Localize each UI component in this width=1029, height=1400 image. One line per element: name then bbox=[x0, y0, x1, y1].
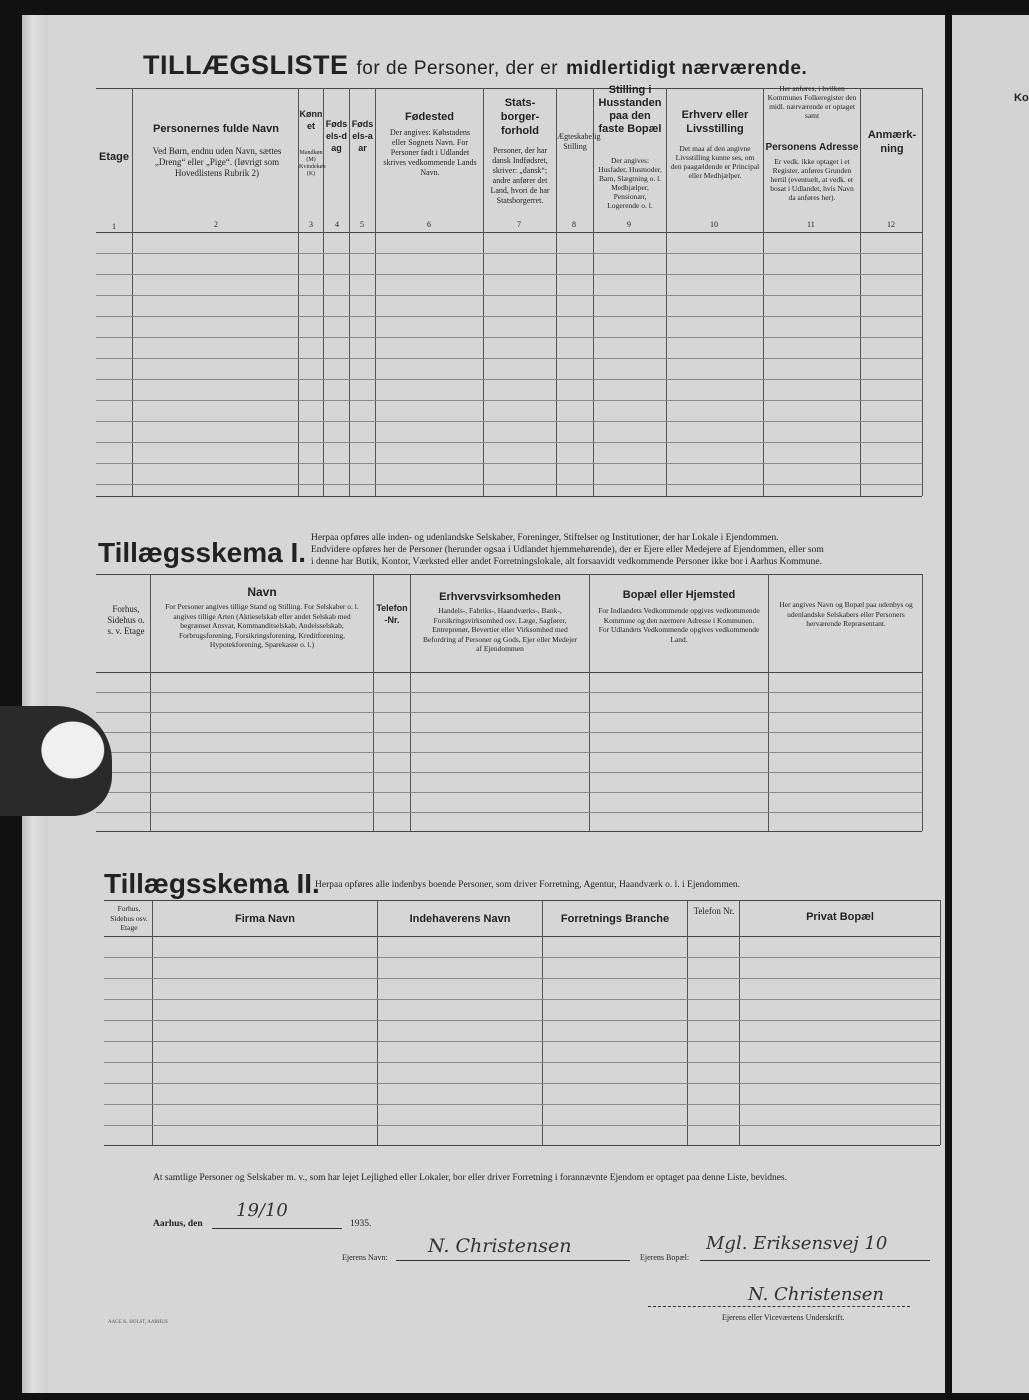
skema2-col-branche: Forretnings Branche bbox=[560, 913, 670, 925]
col-divider bbox=[593, 88, 594, 496]
ruled-row-line bbox=[96, 379, 922, 380]
ruled-row-line bbox=[96, 692, 922, 693]
col-erhverv-title: Erhverv eller Livsstilling bbox=[681, 109, 749, 135]
col-navn-title: Personernes fulde Navn bbox=[153, 123, 279, 135]
col-divider bbox=[763, 88, 764, 496]
ruled-row-line bbox=[104, 1020, 940, 1021]
owner-name-handwritten: N. Christensen bbox=[428, 1235, 572, 1257]
skema1-col-bopael-note: For Indlandets Vedkommende opgives vedkommende Kommune og den nærmere Adresse i Kommunen. For Udlandets Vedkommende opgives vedkommende Land. bbox=[598, 606, 760, 644]
ruled-row-line bbox=[104, 1062, 940, 1063]
ruled-row-line bbox=[104, 1104, 940, 1105]
skema1-title: Tillægsskema I. bbox=[98, 537, 307, 568]
skema1-col-bopael: Bopæl eller Hjemsted bbox=[622, 589, 736, 601]
printer-mark: AAGE K. HOLST, AARHUS bbox=[108, 1320, 168, 1325]
col-divider bbox=[666, 88, 667, 496]
col-number: 10 bbox=[710, 220, 718, 229]
col-stilling-title: Stilling i Husstanden paa den faste Bopæl bbox=[598, 84, 662, 135]
ruled-row-line bbox=[104, 978, 940, 979]
owner-address-line bbox=[700, 1260, 930, 1261]
col-number: 4 bbox=[335, 220, 339, 229]
ruled-row-line bbox=[104, 957, 940, 958]
owner-name-label: Ejerens Navn: bbox=[342, 1253, 388, 1262]
skema1-header-bottom-rule bbox=[96, 672, 922, 673]
skema2-bottom-rule bbox=[104, 1145, 940, 1146]
ruled-row-line bbox=[96, 400, 922, 401]
col-divider bbox=[687, 900, 688, 1145]
ruled-row-line bbox=[104, 1083, 940, 1084]
skema1-col-repr: Her angives Navn og Bopæl paa udenbys og udenlandske Selskabers eller Personers herværende Repræsentant. bbox=[779, 600, 913, 628]
skema2-col-indehaver: Indehaverens Navn bbox=[409, 913, 511, 925]
title-rest: for de Personer, der er bbox=[356, 58, 559, 79]
signature-handwritten: N. Christensen bbox=[748, 1284, 884, 1305]
ruled-row-line bbox=[96, 253, 922, 254]
list-bottom-rule bbox=[96, 496, 922, 497]
adjacent-page-fragment: Ko bbox=[1014, 92, 1029, 104]
ruled-row-line bbox=[96, 484, 922, 485]
skema1-col-etage: Forhus, Sidehus o. s. v. Etage bbox=[107, 604, 145, 636]
col-number: 7 bbox=[517, 220, 521, 229]
skema2-col-firma: Firma Navn bbox=[235, 913, 295, 925]
ruled-row-line bbox=[104, 1125, 940, 1126]
date-line bbox=[212, 1228, 342, 1229]
skema1-intro-line-2: Endvidere opføres her de Personer (herunder ogsaa i Udlandet hjemmehørende), der er Ejere eller Medejere af Ejendommen, eller som bbox=[311, 545, 824, 555]
col-adresse-note: Er vedk. ikke optaget i et Register, anføres Grunden hertil (eventuelt, at vedk. er bosat i Udlandet, hvis Navn da anføres her). bbox=[770, 157, 854, 202]
skema2-top-rule bbox=[104, 900, 940, 901]
col-divider bbox=[377, 900, 378, 1145]
col-anmaerkning-title: Anmærk-ning bbox=[867, 129, 917, 155]
col-divider bbox=[922, 574, 923, 831]
owner-address-handwritten: Mgl. Eriksensvej 10 bbox=[706, 1233, 888, 1254]
col-divider bbox=[860, 88, 861, 496]
ruled-row-line bbox=[96, 274, 922, 275]
skema2-col-etage: Forhus, Sidehus osv. Etage bbox=[110, 904, 148, 932]
col-number: 8 bbox=[572, 220, 576, 229]
skema2-col-privat: Privat Bopæl bbox=[806, 911, 874, 923]
col-divider bbox=[542, 900, 543, 1145]
skema1-col-navn: Navn bbox=[247, 585, 277, 599]
col-number: 5 bbox=[360, 220, 364, 229]
skema1-col-navn-note: For Personer angives tillige Stand og Stilling. For Selskaber o. l. angives tillige Arten (Aktieselskab eller andet Selskab med begrænset Ansvar, Kommanditselskab, Andelsselskab, Forbrugsforening, Forsikringsforening, Kreditforening, Hypotekforening, Sparekasse o. l.) bbox=[165, 602, 359, 649]
skema2-col-telefon: Telefon Nr. bbox=[693, 906, 735, 916]
skema1-top-rule bbox=[96, 574, 922, 575]
ruled-row-line bbox=[96, 358, 922, 359]
signature-line bbox=[648, 1306, 910, 1307]
owner-name-line bbox=[396, 1260, 630, 1261]
col-number: 12 bbox=[887, 220, 895, 229]
ruled-row-line bbox=[96, 792, 922, 793]
place-label: Aarhus, den bbox=[153, 1219, 203, 1229]
col-statsborger-note: Personer, der har dansk Indfødsret, skriver: „dansk“; andre anfører det Land, hvori de har Statsborgerret. bbox=[490, 146, 550, 205]
owner-address-label: Ejerens Bopæl: bbox=[640, 1253, 690, 1262]
skema1-col-telefon: Telefon-Nr. bbox=[376, 603, 408, 625]
col-number: 2 bbox=[214, 220, 218, 229]
col-statsborger-title: Stats-borger-forhold bbox=[500, 97, 540, 137]
skema1-col-erhverv: Erhvervsvirksomheden bbox=[439, 591, 561, 603]
col-adresse-note-top: Her anføres, i hvilken Kommunes Folkeregister den midl. nærværende er optaget samt bbox=[767, 84, 857, 120]
ruled-row-line bbox=[104, 1041, 940, 1042]
col-divider bbox=[152, 900, 153, 1145]
skema1-intro-line-1: Herpaa opføres alle inden- og udenlandske Selskaber, Foreninger, Stiftelser og Institutioner, der har Lokale i Ejendommen. bbox=[311, 533, 779, 543]
ruled-row-line bbox=[96, 712, 922, 713]
col-aegteskab-title: Ægteskabelig Stilling bbox=[557, 132, 601, 151]
col-etage-title: Etage bbox=[99, 151, 129, 163]
signature-label: Ejerens eller Viceværtens Underskrift. bbox=[722, 1313, 845, 1322]
col-divider bbox=[483, 88, 484, 496]
adjacent-page bbox=[952, 15, 1029, 1393]
ruled-row-line bbox=[96, 812, 922, 813]
thumb-photo-artifact bbox=[0, 706, 112, 816]
ruled-row-line bbox=[96, 316, 922, 317]
ruled-row-line bbox=[96, 463, 922, 464]
ruled-row-line bbox=[96, 442, 922, 443]
skema1-col-erhverv-note: Handels-, Fabriks-, Haandværks-, Bank-, Forsikringsvirksomhed osv. Læge, Sagfører, Entreprenør, Bevertier eller Virksomhed med Befordring af Personer og Gods, Ejer eller Medejer af Ejendommen bbox=[422, 606, 578, 653]
col-divider bbox=[922, 88, 923, 496]
year-label: 1935. bbox=[350, 1219, 372, 1229]
ruled-row-line bbox=[96, 421, 922, 422]
col-fodselsdag-title: Fødsels-dag bbox=[325, 119, 348, 153]
skema2-intro: Herpaa opføres alle indenbys boende Personer, som driver Forretning, Agentur, Haandværk o. l. i Ejendommen. bbox=[315, 880, 741, 890]
skema1-intro-line-3: i denne har Butik, Kontor, Værksted eller andet Forretningslokale, alt forsaavidt vedkommende Personer ikke bor i Aarhus Kommune. bbox=[311, 557, 823, 567]
skema1-intro bbox=[311, 532, 923, 568]
title-bold: midlertidigt nærværende. bbox=[566, 58, 808, 79]
col-divider bbox=[132, 88, 133, 496]
page-title bbox=[143, 50, 807, 81]
col-number: 1 bbox=[112, 222, 116, 231]
col-stilling-note: Der angives: Husfader, Husmoder, Barn, Slægtning o. l. Medhjælper, Pensionær, Logerende o. l. bbox=[598, 156, 662, 210]
attestation-text: At samtlige Personer og Selskaber m. v., som har lejet Lejlighed eller Lokaler, bor eller driver Forretning i forannævnte Ejendom er optaget paa denne Liste, bevidnes. bbox=[153, 1173, 787, 1183]
ruled-row-line bbox=[96, 752, 922, 753]
date-handwritten: 19/10 bbox=[236, 1200, 288, 1221]
col-divider bbox=[739, 900, 740, 1145]
skema2-header-bottom-rule bbox=[104, 936, 940, 937]
col-number: 6 bbox=[427, 220, 431, 229]
list-header-bottom-rule bbox=[96, 232, 922, 233]
col-adresse-title: Personens Adresse bbox=[765, 142, 859, 153]
col-number: 3 bbox=[309, 220, 313, 229]
skema2-title: Tillægsskema II. bbox=[104, 868, 320, 899]
col-kon-title: Kønnet bbox=[299, 109, 323, 131]
col-erhverv-note: Det maa af den angivne Livsstilling kunne ses, om den paagældende er Principal eller Medhjælper. bbox=[670, 144, 760, 180]
col-fodselsaar-title: Fødsels-aar bbox=[351, 119, 374, 153]
col-fodested-note: Der angives: Købstadens eller Sognets Navn. For Personer født i Udlandet skrives vedkommende Lands Navn. bbox=[383, 128, 477, 177]
col-fodested-title: Fødested bbox=[405, 111, 454, 123]
ruled-row-line bbox=[96, 295, 922, 296]
ruled-row-line bbox=[96, 732, 922, 733]
col-number: 9 bbox=[627, 220, 631, 229]
col-divider bbox=[375, 88, 376, 496]
ruled-row-line bbox=[96, 337, 922, 338]
col-navn-note: Ved Børn, endnu uden Navn, sættes „Dreng“ eller „Pige“. (Iøvrigt som Hovedlistens Rubrik 2) bbox=[152, 146, 282, 178]
skema1-bottom-rule bbox=[96, 831, 922, 832]
col-kon-note: Mandkøn (M) Kvindekøn (K) bbox=[299, 150, 326, 177]
book-spine bbox=[22, 15, 48, 1393]
ruled-row-line bbox=[104, 999, 940, 1000]
col-divider bbox=[940, 900, 941, 1145]
title-main: TILLÆGSLISTE bbox=[143, 50, 349, 80]
col-number: 11 bbox=[807, 220, 815, 229]
ruled-row-line bbox=[96, 772, 922, 773]
